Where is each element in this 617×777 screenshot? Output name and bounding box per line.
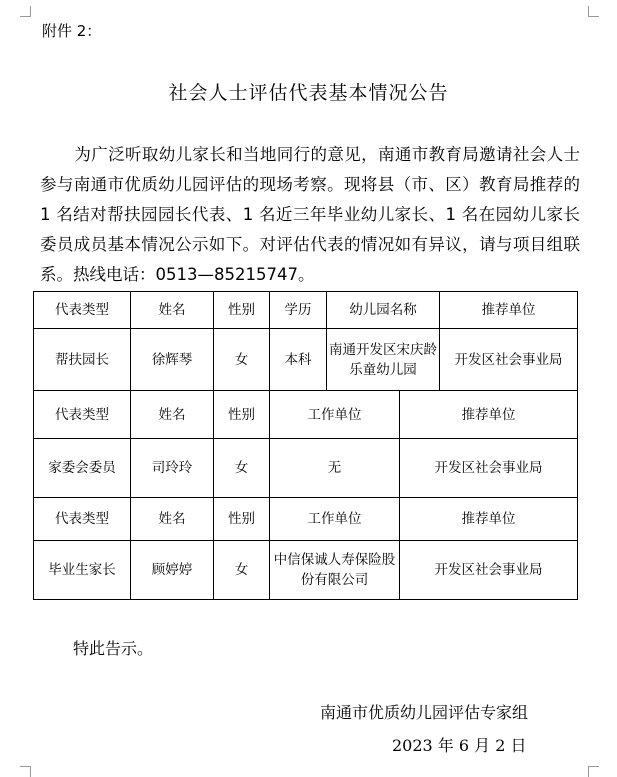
header-cell: 推荐单位 bbox=[440, 292, 578, 329]
table-cell: 徐辉琴 bbox=[131, 329, 214, 391]
attachment-label: 附件 2： bbox=[42, 22, 102, 40]
header-cell: 推荐单位 bbox=[400, 391, 578, 439]
header-cell: 推荐单位 bbox=[400, 498, 578, 541]
table-cell: 女 bbox=[214, 329, 270, 391]
header-cell: 姓名 bbox=[131, 292, 214, 329]
page-corner-mark bbox=[588, 6, 599, 17]
header-cell: 工作单位 bbox=[270, 391, 400, 439]
header-cell: 性别 bbox=[214, 292, 270, 329]
table-cell: 女 bbox=[214, 541, 270, 600]
header-cell: 幼儿园名称 bbox=[327, 292, 440, 329]
table-row bbox=[34, 329, 578, 391]
table-cell: 家委会委员 bbox=[34, 439, 131, 498]
table-cell: 南通开发区宋庆龄乐童幼儿园 bbox=[327, 329, 440, 391]
header-cell: 代表类型 bbox=[34, 391, 131, 439]
header-cell: 代表类型 bbox=[34, 498, 131, 541]
page-corner-mark bbox=[20, 6, 31, 17]
table-cell: 开发区社会事业局 bbox=[400, 439, 578, 498]
table-header-row bbox=[34, 292, 578, 329]
paragraph-text: 为广泛听取幼儿家长和当地同行的意见，南通市教育局邀请社会人士参与南通市优质幼儿园评估的现场考察。现将县（市、区）教育局推荐的 1 名结对帮扶园园长代表、1 名近三年毕业幼儿家长、1 名在园幼儿家长委员成员基本情况公示如下。对评估代表的情况如有异议，请与项目组联系。热线电话：0513—85215747。 bbox=[40, 145, 580, 284]
signature-date: 2023 年 6 月 2 日 bbox=[392, 736, 527, 755]
table-row bbox=[34, 439, 578, 498]
announcement-paragraph bbox=[40, 140, 580, 290]
closing-notice: 特此告示。 bbox=[73, 639, 154, 658]
table-cell: 开发区社会事业局 bbox=[400, 541, 578, 600]
table-cell: 司玲玲 bbox=[131, 439, 214, 498]
table-cell: 毕业生家长 bbox=[34, 541, 131, 600]
header-cell: 工作单位 bbox=[270, 498, 400, 541]
header-cell: 学历 bbox=[270, 292, 327, 329]
table-cell: 本科 bbox=[270, 329, 327, 391]
header-cell: 姓名 bbox=[131, 498, 214, 541]
header-cell: 姓名 bbox=[131, 391, 214, 439]
table-cell: 顾婷婷 bbox=[131, 541, 214, 600]
table-header-row bbox=[34, 391, 578, 439]
header-cell: 性别 bbox=[214, 498, 270, 541]
table-cell: 开发区社会事业局 bbox=[440, 329, 578, 391]
table-header-row bbox=[34, 498, 578, 541]
header-cell: 性别 bbox=[214, 391, 270, 439]
signature-organization: 南通市优质幼儿园评估专家组 bbox=[320, 703, 529, 722]
header-cell: 代表类型 bbox=[34, 292, 131, 329]
table-cell: 中信保诚人寿保险股份有限公司 bbox=[270, 541, 400, 600]
page-corner-mark bbox=[20, 766, 31, 777]
page-title: 社会人士评估代表基本情况公告 bbox=[168, 82, 449, 104]
table-cell: 帮扶园长 bbox=[34, 329, 131, 391]
table-cell: 无 bbox=[270, 439, 400, 498]
table-row bbox=[34, 541, 578, 600]
table-cell: 女 bbox=[214, 439, 270, 498]
representatives-table bbox=[33, 291, 578, 600]
page-corner-mark bbox=[588, 766, 599, 777]
